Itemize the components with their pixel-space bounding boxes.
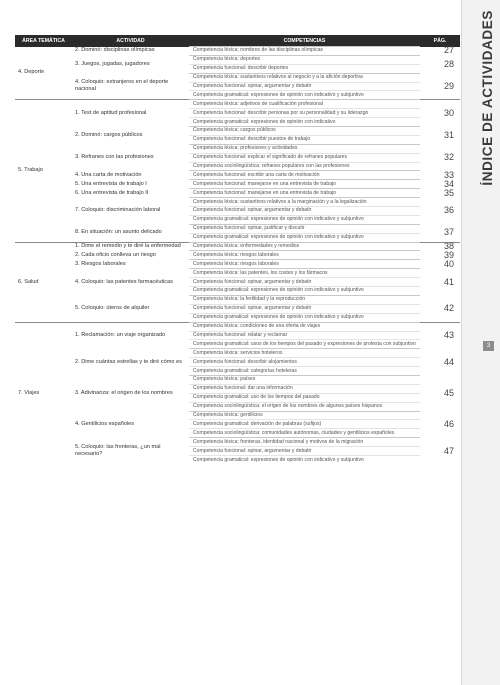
competence-cell: Competencia sociolingüística: el origen de los nombres de algunos países hispanos	[189, 402, 420, 411]
table-row	[15, 55, 460, 64]
competence-cell: Competencia gramatical: expresiones de opinión con indicativo y subjuntivo	[189, 455, 420, 464]
activity-cell: 8. En situación: un asunto delicado	[75, 229, 162, 236]
page-cell: 33	[443, 169, 454, 180]
area-cell: 5. Trabajo	[15, 100, 72, 242]
table-row	[15, 411, 460, 420]
competence-cell: Competencia léxica: enfermedades y remedios	[189, 242, 420, 251]
competence-cell: Competencia funcional: opinar, argumentar y debatir	[189, 304, 420, 313]
competence-cell: Competencia léxica: las patentes, los costes y los fármacos	[189, 269, 420, 278]
competence-cell: Competencia funcional: opinar, argumentar y debatir	[189, 207, 420, 216]
activity-cell: 6. Una entrevista de trabajo II	[75, 189, 149, 196]
activity-cell: 1. Reclamación: un viaje organizado	[72, 322, 189, 349]
competence-cell: Competencia léxica: fronteras, identidad nacional y motivos de la migración	[189, 438, 420, 447]
page-cell: 40	[443, 258, 454, 269]
competence-cell: Competencia léxica: sustantivos relativos al negocio y a la afición deportiva	[189, 73, 420, 82]
page-cell: 41	[443, 276, 454, 287]
page-cell: 39	[443, 249, 454, 260]
competence-cell: Competencia léxica: cargos públicos	[189, 127, 420, 136]
page-cell: 47	[443, 445, 454, 456]
activity-cell: 4. Coloquio: las patentes farmacéuticas	[75, 278, 173, 285]
activity-cell: 3. Adivinanza: el origen de los nombres	[75, 389, 173, 396]
competence-cell: Competencia funcional: describir alojamientos	[189, 358, 420, 367]
table-row	[15, 251, 460, 260]
page-cell: 32	[443, 152, 454, 163]
table-row	[15, 73, 460, 82]
competence-cell: Competencia gramatical: expresiones de opinión con indicativo y subjuntivo	[189, 215, 420, 224]
competence-cell: Competencia funcional: dar una información	[189, 384, 420, 393]
table-row	[15, 269, 460, 278]
page-cell: 29	[443, 80, 454, 91]
competence-cell: Competencia gramatical: categorías hoteleras	[189, 367, 420, 376]
table-row	[15, 171, 460, 180]
table-body	[15, 47, 460, 465]
page-number: 3	[483, 341, 494, 351]
table-row	[15, 242, 460, 251]
table-row	[15, 322, 460, 331]
page-cell: 46	[443, 418, 454, 429]
page-cell: 43	[420, 322, 460, 349]
activity-cell: 2. Dominó: cargos públicos	[75, 131, 143, 138]
page-cell: 37	[443, 227, 454, 238]
activity-cell: 5. Coloquio: úteros de alquiler	[75, 305, 150, 312]
activities-index-table	[15, 35, 460, 464]
competence-cell: Competencia funcional: describir puestos de trabajo	[189, 135, 420, 144]
competence-cell: Competencia funcional: describir deportes	[189, 64, 420, 73]
competence-cell: Competencia gramatical: expresiones de opinión con indicativo y subjuntivo	[189, 233, 420, 242]
activity-cell: 4. Coloquio: extranjeros en el deporte nacional	[75, 79, 169, 93]
table-row	[15, 127, 460, 136]
competence-cell: Competencia funcional: manejarse en una entrevista de trabajo	[189, 189, 420, 198]
header-pag: PÁG.	[420, 35, 460, 47]
activity-cell: 5. Una entrevista de trabajo I	[75, 180, 147, 187]
page-cell: 36	[443, 205, 454, 216]
page-cell: 34	[443, 178, 454, 189]
activity-cell: 3. Juegos, jugadas, jugadores	[75, 60, 150, 67]
competence-cell: Competencia gramatical: uso de los tiempos del pasado	[189, 393, 420, 402]
activity-cell: 1. Dime el remedio y te diré la enfermedad	[72, 242, 189, 251]
activity-cell: 4. Gentilicios españoles	[75, 420, 135, 427]
competence-cell: Competencia sociolingüística: refranes populares con las profesiones	[189, 162, 420, 171]
competence-cell: Competencia funcional: describir personas por su personalidad y su liderazgo	[189, 109, 420, 118]
page-cell: 44	[443, 356, 454, 367]
competence-cell: Competencia gramatical: expresiones de opinión con indicativo y subjuntivo	[189, 313, 420, 322]
competence-cell: Competencia funcional: escribir una carta de motivación	[189, 171, 420, 180]
table-row	[15, 375, 460, 384]
competence-cell: Competencia funcional: manejarse en una entrevista de trabajo	[189, 180, 420, 189]
competence-cell: Competencia léxica: condiciones de una oferta de viajes	[189, 322, 420, 331]
competence-cell: Competencia léxica: gentilicios	[189, 411, 420, 420]
table-row	[15, 295, 460, 304]
activity-cell: 5. Coloquio: las fronteras, ¿un mal necesario?	[75, 444, 161, 458]
competence-cell: Competencia funcional: opinar, argumentar y debatir	[189, 82, 420, 91]
competence-cell: Competencia gramatical: usos de los tiempos del pasado y expresiones de protesta con subjuntivo	[189, 340, 420, 349]
header-actividad: ACTIVIDAD	[72, 35, 189, 47]
activity-cell: 7. Coloquio: discriminación laboral	[75, 207, 161, 214]
competence-cell: Competencia gramatical: expresiones de opinión con indicativo y subjuntivo	[189, 287, 420, 296]
activity-cell: 1. Test de aptitud profesional	[72, 100, 189, 127]
side-title: ÍNDICE DE ACTIVIDADES	[480, 10, 495, 186]
area-cell: 7. Viajes	[15, 322, 72, 464]
table-row	[15, 100, 460, 109]
competence-cell: Competencia léxica: la fertilidad y la reproducción	[189, 295, 420, 304]
competence-cell: Competencia léxica: servicios hoteleros	[189, 349, 420, 358]
competence-cell: Competencia léxica: riesgos laborales	[189, 260, 420, 269]
table-row	[15, 224, 460, 233]
competence-cell: Competencia léxica: deportes	[189, 55, 420, 64]
competence-cell: Competencia léxica: profesiones y actividades	[189, 144, 420, 153]
table-row	[15, 260, 460, 269]
competence-cell: Competencia léxica: adjetivos de cualificación profesional	[189, 100, 420, 109]
page-cell: 42	[443, 303, 454, 314]
activity-cell: 4. Una carta de motivación	[75, 171, 142, 178]
page-cell: 27	[443, 45, 454, 56]
competence-cell: Competencia funcional: explicar el significado de refranes populares	[189, 153, 420, 162]
activity-cell: 2. Dime cuántas estrellas y te diré cómo es	[75, 358, 182, 365]
table-row	[15, 198, 460, 207]
activity-cell: 2. Cada oficio conlleva un riesgo	[75, 251, 156, 258]
competence-cell: Competencia funcional: opinar, justificar y discutir	[189, 224, 420, 233]
area-cell: 4. Deporte	[18, 69, 45, 76]
page-cell: 45	[443, 387, 454, 398]
table-row	[15, 349, 460, 358]
activity-cell: 3. Riesgos laborales	[75, 260, 126, 267]
page-cell: 28	[443, 58, 454, 69]
table-header-row	[15, 35, 460, 47]
competence-cell: Competencia gramatical: derivación de palabras (sufijos)	[189, 420, 420, 429]
competence-cell: Competencia sociolingüística: comunidades autónomas, ciudades y gentilicios españoles	[189, 429, 420, 438]
table-row	[15, 189, 460, 198]
page-cell: 35	[443, 187, 454, 198]
competence-cell: Competencia funcional: opinar, argumentar y debatir	[189, 278, 420, 287]
page-cell: 31	[443, 129, 454, 140]
side-tab	[461, 0, 500, 685]
competence-cell: Competencia léxica: riesgos laborales	[189, 251, 420, 260]
header-area: ÁREA TEMÁTICA	[15, 35, 72, 47]
page-cell: 30	[420, 100, 460, 127]
table-row	[15, 47, 460, 56]
header-competencias: COMPETENCIAS	[189, 35, 420, 47]
table-row	[15, 180, 460, 189]
table-row	[15, 438, 460, 447]
competence-cell: Competencia funcional: opinar, argumentar y debatir	[189, 447, 420, 456]
competence-cell: Competencia léxica: países	[189, 375, 420, 384]
activity-cell: 2. Dominó: disciplinas olímpicas	[75, 47, 155, 54]
area-cell: 6. Salud	[15, 242, 72, 322]
table-row	[15, 144, 460, 153]
competence-cell: Competencia léxica: sustantivos relativos a la marginación y a la legalización	[189, 198, 420, 207]
page-cell: 38	[420, 242, 460, 251]
competence-cell: Competencia léxica: nombres de las disciplinas olímpicas	[189, 47, 420, 56]
competence-cell: Competencia gramatical: expresiones de opinión con indicativo y subjuntivo	[189, 91, 420, 100]
competence-cell: Competencia gramatical: expresiones de opinión con indicativo	[189, 118, 420, 127]
activity-cell: 3. Refranes con las profesiones	[75, 154, 154, 161]
competence-cell: Competencia funcional: relatar y reclamar	[189, 331, 420, 340]
